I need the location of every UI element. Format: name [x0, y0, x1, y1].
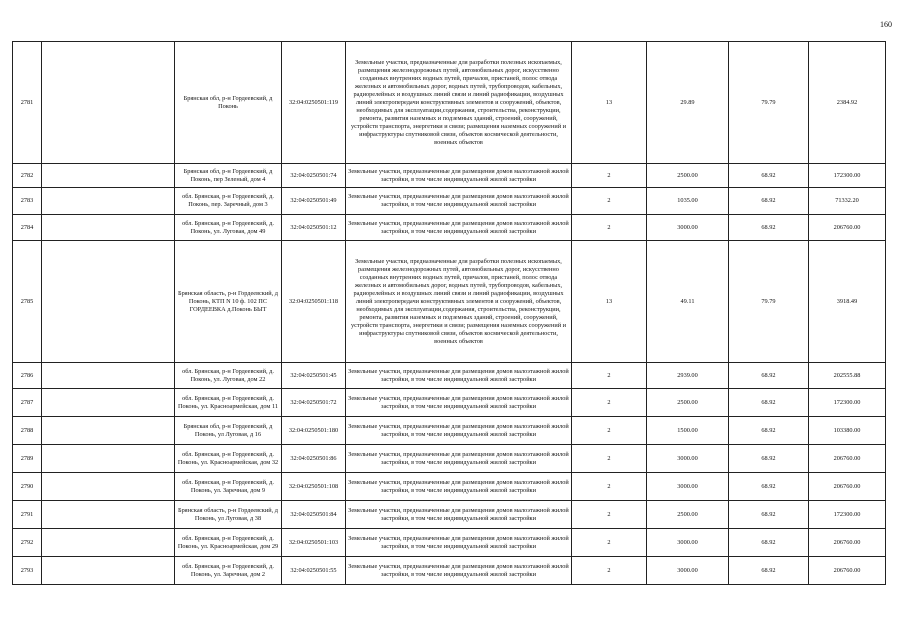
rate-cell: 68.92 [729, 529, 809, 557]
cadastral-value-cell: 206760.00 [809, 529, 886, 557]
cadastral-number-cell: 32:04:0250501:103 [282, 529, 346, 557]
cadastral-number-cell: 32:04:0250501:72 [282, 389, 346, 417]
cadastral-value-cell: 172300.00 [809, 501, 886, 529]
land-register-table [12, 41, 886, 585]
land-use-cell: Земельные участки, предназначенные для размещения домов малоэтажной жилой застройки, в том числе индивидуальной жилой застройки [346, 363, 572, 389]
blank-cell [42, 473, 175, 501]
rate-cell: 68.92 [729, 188, 809, 215]
cadastral-value-cell: 206760.00 [809, 473, 886, 501]
table-row [13, 557, 886, 585]
blank-cell [42, 557, 175, 585]
blank-cell [42, 241, 175, 363]
blank-cell [42, 501, 175, 529]
address-cell: обл. Брянская, р-н Гордеевский, д. Поконь, ул. Луговая, дом 49 [175, 215, 282, 241]
blank-cell [42, 445, 175, 473]
table-row [13, 164, 886, 188]
land-use-cell: Земельные участки, предназначенные для размещения домов малоэтажной жилой застройки, в том числе индивидуальной жилой застройки [346, 501, 572, 529]
table-row [13, 188, 886, 215]
row-number: 2785 [13, 241, 42, 363]
address-cell: обл. Брянская, р-н Гордеевский, д. Поконь, пер. Заречный, дом 3 [175, 188, 282, 215]
land-use-cell: Земельные участки, предназначенные для размещения домов малоэтажной жилой застройки, в том числе индивидуальной жилой застройки [346, 164, 572, 188]
cadastral-number-cell: 32:04:0250501:49 [282, 188, 346, 215]
address-cell: обл. Брянская, р-н Гордеевский, д. Поконь, ул. Красноармейская, дом 29 [175, 529, 282, 557]
address-cell: Брянская обл, р-н Гордеевский, д Поконь, пер Зеленый, дом 4 [175, 164, 282, 188]
rate-cell: 68.92 [729, 363, 809, 389]
area-cell: 3000.00 [647, 445, 729, 473]
address-cell: Брянская обл, р-н Гордеевский, д Поконь [175, 42, 282, 164]
cadastral-number-cell: 32:04:0250501:119 [282, 42, 346, 164]
area-cell: 2500.00 [647, 501, 729, 529]
land-use-cell: Земельные участки, предназначенные для размещения домов малоэтажной жилой застройки, в том числе индивидуальной жилой застройки [346, 445, 572, 473]
blank-cell [42, 164, 175, 188]
address-cell: Брянская обл, р-н Гордеевский, д Поконь, ул Луговая, д 16 [175, 417, 282, 445]
cadastral-number-cell: 32:04:0250501:86 [282, 445, 346, 473]
group-cell: 2 [572, 557, 647, 585]
row-number: 2787 [13, 389, 42, 417]
area-cell: 29.89 [647, 42, 729, 164]
cadastral-value-cell: 206760.00 [809, 557, 886, 585]
group-cell: 2 [572, 215, 647, 241]
cadastral-number-cell: 32:04:0250501:45 [282, 363, 346, 389]
group-cell: 2 [572, 389, 647, 417]
rate-cell: 68.92 [729, 445, 809, 473]
land-use-cell: Земельные участки, предназначенные для размещения домов малоэтажной жилой застройки, в том числе индивидуальной жилой застройки [346, 188, 572, 215]
cadastral-number-cell: 32:04:0250501:55 [282, 557, 346, 585]
table-row [13, 529, 886, 557]
blank-cell [42, 529, 175, 557]
address-cell: обл. Брянская, р-н Гордеевский, д. Поконь, ул. Заречная, дом 9 [175, 473, 282, 501]
row-number: 2786 [13, 363, 42, 389]
cadastral-value-cell: 103380.00 [809, 417, 886, 445]
area-cell: 3000.00 [647, 557, 729, 585]
land-use-cell: Земельные участки, предназначенные для размещения домов малоэтажной жилой застройки, в том числе индивидуальной жилой застройки [346, 529, 572, 557]
group-cell: 2 [572, 473, 647, 501]
cadastral-value-cell: 206760.00 [809, 445, 886, 473]
row-number: 2781 [13, 42, 42, 164]
address-cell: обл. Брянская, р-н Гордеевский, д. Поконь, ул. Луговая, дом 22 [175, 363, 282, 389]
land-use-cell: Земельные участки, предназначенные для размещения домов малоэтажной жилой застройки, в том числе индивидуальной жилой застройки [346, 557, 572, 585]
table-row [13, 389, 886, 417]
table-row [13, 215, 886, 241]
cadastral-value-cell: 172300.00 [809, 389, 886, 417]
group-cell: 2 [572, 164, 647, 188]
cadastral-value-cell: 172300.00 [809, 164, 886, 188]
rate-cell: 68.92 [729, 215, 809, 241]
group-cell: 13 [572, 241, 647, 363]
cadastral-value-cell: 71332.20 [809, 188, 886, 215]
row-number: 2792 [13, 529, 42, 557]
area-cell: 1035.00 [647, 188, 729, 215]
group-cell: 2 [572, 188, 647, 215]
rate-cell: 79.79 [729, 42, 809, 164]
rate-cell: 68.92 [729, 164, 809, 188]
blank-cell [42, 188, 175, 215]
area-cell: 2500.00 [647, 164, 729, 188]
land-use-cell: Земельные участки, предназначенные для размещения домов малоэтажной жилой застройки, в том числе индивидуальной жилой застройки [346, 389, 572, 417]
area-cell: 49.11 [647, 241, 729, 363]
blank-cell [42, 42, 175, 164]
area-cell: 3000.00 [647, 529, 729, 557]
blank-cell [42, 389, 175, 417]
cadastral-value-cell: 3918.49 [809, 241, 886, 363]
rate-cell: 68.92 [729, 473, 809, 501]
row-number: 2782 [13, 164, 42, 188]
address-cell: обл. Брянская, р-н Гордеевский, д. Поконь, ул. Заречная, дом 2 [175, 557, 282, 585]
cadastral-number-cell: 32:04:0250501:12 [282, 215, 346, 241]
group-cell: 13 [572, 42, 647, 164]
cadastral-value-cell: 202555.88 [809, 363, 886, 389]
group-cell: 2 [572, 501, 647, 529]
area-cell: 1500.00 [647, 417, 729, 445]
cadastral-number-cell: 32:04:0250501:118 [282, 241, 346, 363]
table-row [13, 363, 886, 389]
group-cell: 2 [572, 417, 647, 445]
register-body [13, 42, 886, 585]
rate-cell: 79.79 [729, 241, 809, 363]
cadastral-number-cell: 32:04:0250501:84 [282, 501, 346, 529]
address-cell: Брянская область, р-н Гордеевский, д Поконь, КТП N 10 ф. 102 ПС ГОРДЕЕВКА д.Поконь БЫТ [175, 241, 282, 363]
row-number: 2790 [13, 473, 42, 501]
row-number: 2791 [13, 501, 42, 529]
rate-cell: 68.92 [729, 557, 809, 585]
land-use-cell: Земельные участки, предназначенные для размещения домов малоэтажной жилой застройки, в том числе индивидуальной жилой застройки [346, 417, 572, 445]
area-cell: 2939.00 [647, 363, 729, 389]
row-number: 2783 [13, 188, 42, 215]
land-use-cell: Земельные участки, предназначенные для разработки полезных ископаемых, размещения железнодорожных путей, автомобильных дорог, искусственно созданных внутренних водных путей, причалов, пристаней, полос отвода железных и автомобильных дорог, водных путей, трубопроводов, кабельных, радиорелейных и воздушных линий связи и линий радиофикации, воздушных линий электропередачи конструктивных элементов и сооружений, объектов, необходимых для эксплуатации,содержания, строительства, реконструкции, ремонта, развития наземных и подземных зданий, строений, сооружений, устройств транспорта, энергетики и связи; размещения наземных сооружений и инфраструктуры спутниковой связи, объектов космической деятельности, военных объектов [346, 42, 572, 164]
area-cell: 2500.00 [647, 389, 729, 417]
cadastral-number-cell: 32:04:0250501:108 [282, 473, 346, 501]
row-number: 2789 [13, 445, 42, 473]
area-cell: 3000.00 [647, 215, 729, 241]
row-number: 2788 [13, 417, 42, 445]
group-cell: 2 [572, 445, 647, 473]
rate-cell: 68.92 [729, 501, 809, 529]
cadastral-number-cell: 32:04:0250501:74 [282, 164, 346, 188]
rate-cell: 68.92 [729, 417, 809, 445]
row-number: 2784 [13, 215, 42, 241]
cadastral-number-cell: 32:04:0250501:180 [282, 417, 346, 445]
rate-cell: 68.92 [729, 389, 809, 417]
group-cell: 2 [572, 529, 647, 557]
table-row [13, 417, 886, 445]
land-use-cell: Земельные участки, предназначенные для разработки полезных ископаемых, размещения железнодорожных путей, автомобильных дорог, искусственно созданных внутренних водных путей, причалов, пристаней, полос отвода железных и автомобильных дорог, водных путей, трубопроводов, кабельных, радиорелейных и воздушных линий связи и линий радиофикации, воздушных линий электропередачи конструктивных элементов и сооружений, объектов, необходимых для эксплуатации,содержания, строительства, реконструкции, ремонта, развития наземных и подземных зданий, строений, сооружений, устройств транспорта, энергетики и связи; размещения наземных сооружений и инфраструктуры спутниковой связи, объектов космической деятельности, военных объектов [346, 241, 572, 363]
address-cell: обл. Брянская, р-н Гордеевский, д. Поконь, ул. Красноармейская, дом 11 [175, 389, 282, 417]
table-row [13, 42, 886, 164]
blank-cell [42, 363, 175, 389]
blank-cell [42, 215, 175, 241]
address-cell: Брянская область, р-н Гордеевский, д Поконь, ул Луговая, д 38 [175, 501, 282, 529]
blank-cell [42, 417, 175, 445]
land-use-cell: Земельные участки, предназначенные для размещения домов малоэтажной жилой застройки, в том числе индивидуальной жилой застройки [346, 215, 572, 241]
cadastral-value-cell: 206760.00 [809, 215, 886, 241]
area-cell: 3000.00 [647, 473, 729, 501]
address-cell: обл. Брянская, р-н Гордеевский, д. Поконь, ул. Красноармейская, дом 32 [175, 445, 282, 473]
table-row [13, 241, 886, 363]
page-number: 160 [880, 20, 892, 29]
row-number: 2793 [13, 557, 42, 585]
table-row [13, 445, 886, 473]
land-use-cell: Земельные участки, предназначенные для размещения домов малоэтажной жилой застройки, в том числе индивидуальной жилой застройки [346, 473, 572, 501]
group-cell: 2 [572, 363, 647, 389]
cadastral-value-cell: 2384.92 [809, 42, 886, 164]
table-row [13, 501, 886, 529]
table-row [13, 473, 886, 501]
